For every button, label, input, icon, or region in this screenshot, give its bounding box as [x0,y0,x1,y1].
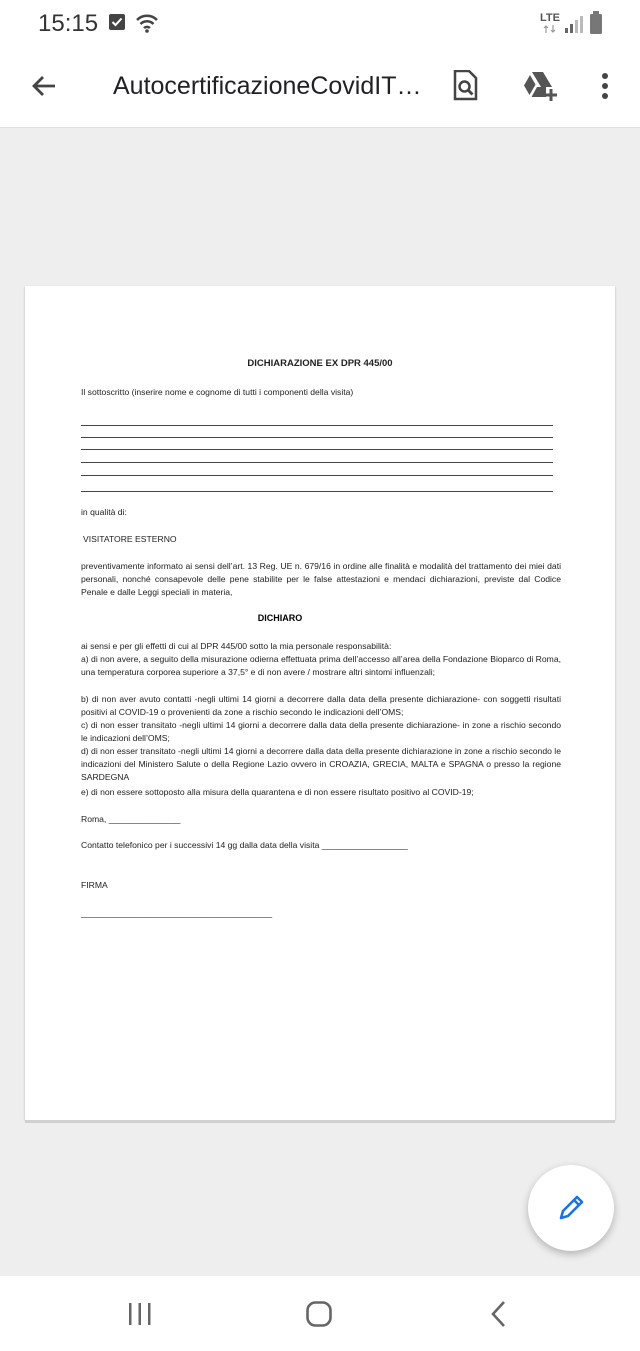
app-bar [0,50,640,128]
back-button[interactable] [22,64,66,108]
name-line [81,491,553,492]
ai-sensi-text: ai sensi e per gli effetti di cui al DPR 445/00 sotto la mia personale responsabilità: [81,641,392,651]
home-button[interactable] [289,1290,349,1338]
role-text: VISITATORE ESTERNO [83,534,177,544]
signal-icon [564,14,584,34]
declaration-item-e: e) di non essere sottoposto alla misura della quarantena e di non essere risultato positivo al COVID-19; [81,787,474,797]
declaration-item-d: d) di non esser transitato -negli ultimi 14 giorni a decorrere dalla data della presente dichiarazione in zone a rischio secondo le indicazioni del Ministero Salute o della Regione Lazio ovvero in CROAZIA, GRECIA, MALTA e SPAGNA o presso la regione SARDEGNA [81,746,561,782]
wifi-icon [135,12,159,34]
status-time: 15:15 [38,10,99,37]
name-line [81,449,553,450]
pencil-icon [555,1192,587,1224]
in-qualita-text: in qualità di: [81,507,127,517]
document-page[interactable] [25,286,615,1120]
network-type-label: LTE [540,12,560,24]
edit-fab-button[interactable] [528,1165,614,1251]
declaration-item-a: a) di non avere, a seguito della misurazione odierna effettuata prima dell’accesso all’area della Fondazione Bioparco di Roma, una temperatura corporea superiore a 37,5° e di non avere / mostrare altri sintomi influenzali; [81,654,561,677]
roma-date-field: Roma, _______________ [81,814,181,824]
drive-add-icon [521,70,559,102]
checkbox-notification-icon [108,13,126,31]
system-navigation-bar [0,1276,640,1351]
firma-label: FIRMA [81,880,108,890]
informato-paragraph: preventivamente informato ai sensi dell’art. 13 Reg. UE n. 679/16 in ordine alle finalità e modalità del trattamento dei miei dati personali, nonché consapevole delle pene stabilite per le false attestazioni e mendaci dichiarazioni, previste dal Codice Penale e dalle Leggi speciali in materia, [81,561,561,597]
system-back-button[interactable] [468,1290,528,1338]
name-line [81,437,553,438]
dichiaro-heading: DICHIARO [257,613,303,623]
intro-text: Il sottoscritto (inserire nome e cognome di tutti i componenti della visita) [81,387,354,397]
more-options-button[interactable] [588,64,622,108]
find-in-document-button[interactable] [443,64,487,108]
signature-line: ________________________________________ [81,908,273,918]
arrow-back-icon [30,72,58,100]
chevron-left-icon [488,1300,508,1328]
recent-apps-icon [127,1301,153,1327]
name-line [81,425,553,426]
document-title: AutocertificazioneCovidIT… [113,72,422,100]
name-line [81,462,553,463]
page-shadow [25,1120,615,1123]
recent-apps-button[interactable] [110,1290,170,1338]
declaration-item-b: b) di non aver avuto contatti -negli ultimi 14 giorni a decorrere dalla data della presente dichiarazione- con soggetti risultati positivi al COVID-19 o provenienti da zone a rischio secondo le indicazioni dell’OMS; [81,694,561,717]
document-heading: DICHIARAZIONE EX DPR 445/00 [247,358,393,369]
declaration-item-c: c) di non esser transitato -negli ultimi 14 giorni a decorrere dalla data della presente dichiarazione- in zone a rischio secondo le indicazioni dell’OMS; [81,720,561,743]
contact-phone-field: Contatto telefonico per i successivi 14 gg dalla data della visita __________________ [81,840,408,850]
battery-icon [589,11,603,35]
save-to-drive-button[interactable] [515,64,565,108]
more-vert-icon [601,72,609,100]
name-line [81,475,553,476]
home-icon [305,1300,333,1328]
status-bar [0,0,640,50]
find-in-page-icon [452,70,478,102]
data-arrows-icon [543,25,557,33]
